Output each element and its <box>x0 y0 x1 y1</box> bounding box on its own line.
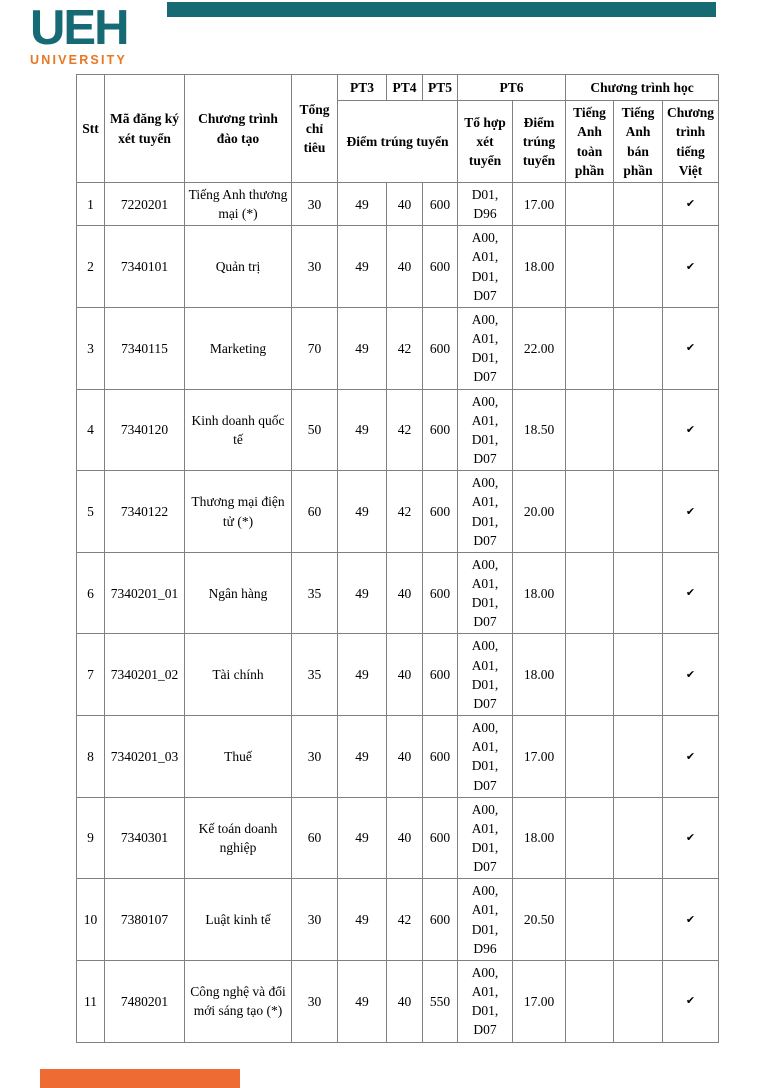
cell-stt: 9 <box>77 797 105 879</box>
table-row <box>77 797 719 879</box>
cell-stt: 5 <box>77 471 105 553</box>
cell-ma-dang-ky: 7340120 <box>105 389 185 471</box>
cell-tong-chi-tieu: 35 <box>292 634 338 716</box>
cell-pt4-diem: 40 <box>387 797 423 879</box>
cell-pt3-diem: 49 <box>338 960 387 1042</box>
cell-tieng-anh-ban-phan <box>614 226 663 308</box>
top-accent-bar <box>167 2 716 17</box>
cell-chuong-trinh-dao-tao: Tiếng Anh thương mại (*) <box>185 183 292 226</box>
header-chuong-trinh-hoc: Chương trình học <box>566 75 719 101</box>
cell-pt3-diem: 49 <box>338 471 387 553</box>
cell-tieng-anh-toan-phan <box>566 960 614 1042</box>
cell-stt: 11 <box>77 960 105 1042</box>
cell-chuong-trinh-dao-tao: Luật kinh tế <box>185 879 292 961</box>
table-row <box>77 552 719 634</box>
cell-tieng-anh-toan-phan <box>566 389 614 471</box>
cell-tieng-anh-ban-phan <box>614 307 663 389</box>
cell-chuong-trinh-dao-tao: Công nghệ và đổi mới sáng tạo (*) <box>185 960 292 1042</box>
cell-stt: 8 <box>77 716 105 798</box>
cell-ma-dang-ky: 7340201_02 <box>105 634 185 716</box>
cell-chuong-trinh-tieng-viet check-icon: ✔ <box>663 389 719 471</box>
cell-tieng-anh-toan-phan <box>566 634 614 716</box>
cell-pt5-diem: 600 <box>423 389 458 471</box>
cell-ma-dang-ky: 7340301 <box>105 797 185 879</box>
cell-stt: 6 <box>77 552 105 634</box>
header-pt4: PT4 <box>387 75 423 101</box>
cell-stt: 1 <box>77 183 105 226</box>
header-tieng-anh-ban-phan: Tiếng Anh bán phần <box>614 101 663 183</box>
cell-tong-chi-tieu: 35 <box>292 552 338 634</box>
cell-pt6-diem: 18.00 <box>513 226 566 308</box>
cell-pt5-diem: 550 <box>423 960 458 1042</box>
table-row <box>77 879 719 961</box>
cell-pt4-diem: 40 <box>387 552 423 634</box>
cell-pt6-diem: 18.00 <box>513 634 566 716</box>
cell-tong-chi-tieu: 50 <box>292 389 338 471</box>
cell-chuong-trinh-tieng-viet check-icon: ✔ <box>663 552 719 634</box>
cell-tieng-anh-toan-phan <box>566 226 614 308</box>
cell-pt5-diem: 600 <box>423 471 458 553</box>
cell-tieng-anh-ban-phan <box>614 634 663 716</box>
cell-chuong-trinh-dao-tao: Kinh doanh quốc tế <box>185 389 292 471</box>
cell-chuong-trinh-dao-tao: Ngân hàng <box>185 552 292 634</box>
header-chuong-trinh-dao-tao: Chương trình đào tạo <box>185 75 292 183</box>
cell-pt3-diem: 49 <box>338 716 387 798</box>
cell-pt4-diem: 40 <box>387 960 423 1042</box>
ueh-logo <box>30 1 150 67</box>
admissions-table <box>76 74 719 1043</box>
cell-pt3-diem: 49 <box>338 797 387 879</box>
cell-pt4-diem: 42 <box>387 471 423 553</box>
cell-stt: 10 <box>77 879 105 961</box>
cell-to-hop-xet-tuyen: A00, A01, D01, D07 <box>458 552 513 634</box>
cell-pt4-diem: 40 <box>387 634 423 716</box>
cell-tieng-anh-toan-phan <box>566 552 614 634</box>
table-row <box>77 307 719 389</box>
header-diem-trung-tuyen-pt345: Điểm trúng tuyển <box>338 101 458 183</box>
cell-pt6-diem: 18.00 <box>513 552 566 634</box>
cell-stt: 2 <box>77 226 105 308</box>
cell-stt: 7 <box>77 634 105 716</box>
cell-tieng-anh-ban-phan <box>614 797 663 879</box>
table-row <box>77 183 719 226</box>
table-row <box>77 716 719 798</box>
cell-pt5-diem: 600 <box>423 797 458 879</box>
cell-tieng-anh-toan-phan <box>566 471 614 553</box>
table-row <box>77 471 719 553</box>
cell-pt6-diem: 20.00 <box>513 471 566 553</box>
cell-to-hop-xet-tuyen: A00, A01, D01, D07 <box>458 797 513 879</box>
cell-to-hop-xet-tuyen: A00, A01, D01, D07 <box>458 960 513 1042</box>
cell-chuong-trinh-dao-tao: Marketing <box>185 307 292 389</box>
header-tong-chi-tieu: Tổng chỉ tiêu <box>292 75 338 183</box>
cell-pt3-diem: 49 <box>338 226 387 308</box>
cell-chuong-trinh-tieng-viet check-icon: ✔ <box>663 226 719 308</box>
header-ma-dang-ky: Mã đăng ký xét tuyển <box>105 75 185 183</box>
cell-pt6-diem: 18.50 <box>513 389 566 471</box>
cell-tieng-anh-ban-phan <box>614 183 663 226</box>
cell-tieng-anh-toan-phan <box>566 716 614 798</box>
header-pt3: PT3 <box>338 75 387 101</box>
cell-to-hop-xet-tuyen: A00, A01, D01, D07 <box>458 471 513 553</box>
table-body <box>77 183 719 1043</box>
cell-chuong-trinh-tieng-viet check-icon: ✔ <box>663 183 719 226</box>
cell-pt6-diem: 17.00 <box>513 716 566 798</box>
cell-tieng-anh-toan-phan <box>566 307 614 389</box>
cell-pt5-diem: 600 <box>423 552 458 634</box>
bottom-accent-bar <box>40 1069 240 1088</box>
cell-pt6-diem: 22.00 <box>513 307 566 389</box>
cell-tong-chi-tieu: 30 <box>292 879 338 961</box>
cell-stt: 3 <box>77 307 105 389</box>
cell-tieng-anh-ban-phan <box>614 716 663 798</box>
cell-pt3-diem: 49 <box>338 634 387 716</box>
cell-tong-chi-tieu: 70 <box>292 307 338 389</box>
header-pt6: PT6 <box>458 75 566 101</box>
cell-to-hop-xet-tuyen: A00, A01, D01, D07 <box>458 634 513 716</box>
cell-ma-dang-ky: 7340115 <box>105 307 185 389</box>
cell-chuong-trinh-dao-tao: Tài chính <box>185 634 292 716</box>
table-row <box>77 226 719 308</box>
cell-ma-dang-ky: 7340201_03 <box>105 716 185 798</box>
header-chuong-trinh-tieng-viet: Chương trình tiếng Việt <box>663 101 719 183</box>
cell-tieng-anh-ban-phan <box>614 471 663 553</box>
cell-pt5-diem: 600 <box>423 716 458 798</box>
cell-ma-dang-ky: 7480201 <box>105 960 185 1042</box>
cell-chuong-trinh-tieng-viet check-icon: ✔ <box>663 307 719 389</box>
cell-chuong-trinh-tieng-viet check-icon: ✔ <box>663 471 719 553</box>
logo-title: UEH <box>30 1 128 55</box>
table-row <box>77 960 719 1042</box>
header-to-hop-xet-tuyen: Tổ hợp xét tuyển <box>458 101 513 183</box>
header-diem-trung-tuyen-pt6: Điểm trúng tuyển <box>513 101 566 183</box>
cell-chuong-trinh-tieng-viet check-icon: ✔ <box>663 634 719 716</box>
cell-pt5-diem: 600 <box>423 879 458 961</box>
cell-ma-dang-ky: 7340101 <box>105 226 185 308</box>
cell-chuong-trinh-dao-tao: Thuế <box>185 716 292 798</box>
cell-pt4-diem: 40 <box>387 716 423 798</box>
cell-chuong-trinh-tieng-viet check-icon: ✔ <box>663 879 719 961</box>
header-stt: Stt <box>77 75 105 183</box>
cell-pt6-diem: 20.50 <box>513 879 566 961</box>
cell-to-hop-xet-tuyen: A00, A01, D01, D07 <box>458 716 513 798</box>
cell-chuong-trinh-dao-tao: Kế toán doanh nghiệp <box>185 797 292 879</box>
cell-to-hop-xet-tuyen: A00, A01, D01, D07 <box>458 389 513 471</box>
cell-pt4-diem: 40 <box>387 226 423 308</box>
header-tieng-anh-toan-phan: Tiếng Anh toàn phần <box>566 101 614 183</box>
table-row <box>77 634 719 716</box>
cell-pt3-diem: 49 <box>338 879 387 961</box>
cell-tieng-anh-ban-phan <box>614 879 663 961</box>
cell-pt3-diem: 49 <box>338 307 387 389</box>
cell-chuong-trinh-dao-tao: Thương mại điện tử (*) <box>185 471 292 553</box>
cell-pt5-diem: 600 <box>423 226 458 308</box>
cell-to-hop-xet-tuyen: D01, D96 <box>458 183 513 226</box>
cell-pt3-diem: 49 <box>338 552 387 634</box>
cell-tieng-anh-ban-phan <box>614 960 663 1042</box>
cell-pt6-diem: 17.00 <box>513 960 566 1042</box>
cell-ma-dang-ky: 7340122 <box>105 471 185 553</box>
cell-tieng-anh-toan-phan <box>566 183 614 226</box>
cell-tieng-anh-toan-phan <box>566 797 614 879</box>
cell-ma-dang-ky: 7380107 <box>105 879 185 961</box>
cell-pt5-diem: 600 <box>423 183 458 226</box>
cell-pt3-diem: 49 <box>338 183 387 226</box>
cell-pt4-diem: 40 <box>387 183 423 226</box>
cell-pt3-diem: 49 <box>338 389 387 471</box>
header-pt5: PT5 <box>423 75 458 101</box>
cell-tieng-anh-toan-phan <box>566 879 614 961</box>
cell-tong-chi-tieu: 60 <box>292 471 338 553</box>
cell-tong-chi-tieu: 30 <box>292 183 338 226</box>
cell-to-hop-xet-tuyen: A00, A01, D01, D07 <box>458 307 513 389</box>
cell-ma-dang-ky: 7340201_01 <box>105 552 185 634</box>
cell-tong-chi-tieu: 30 <box>292 226 338 308</box>
cell-chuong-trinh-tieng-viet check-icon: ✔ <box>663 960 719 1042</box>
cell-tieng-anh-ban-phan <box>614 552 663 634</box>
cell-tong-chi-tieu: 30 <box>292 716 338 798</box>
cell-to-hop-xet-tuyen: A00, A01, D01, D07 <box>458 226 513 308</box>
cell-chuong-trinh-tieng-viet check-icon: ✔ <box>663 716 719 798</box>
cell-tong-chi-tieu: 30 <box>292 960 338 1042</box>
table-row <box>77 389 719 471</box>
cell-chuong-trinh-tieng-viet check-icon: ✔ <box>663 797 719 879</box>
cell-pt5-diem: 600 <box>423 307 458 389</box>
cell-pt6-diem: 18.00 <box>513 797 566 879</box>
cell-pt4-diem: 42 <box>387 307 423 389</box>
cell-tong-chi-tieu: 60 <box>292 797 338 879</box>
cell-to-hop-xet-tuyen: A00, A01, D01, D96 <box>458 879 513 961</box>
table-header <box>77 75 719 183</box>
cell-pt4-diem: 42 <box>387 389 423 471</box>
logo-subtitle: UNIVERSITY <box>30 53 128 67</box>
cell-ma-dang-ky: 7220201 <box>105 183 185 226</box>
cell-tieng-anh-ban-phan <box>614 389 663 471</box>
cell-pt5-diem: 600 <box>423 634 458 716</box>
cell-stt: 4 <box>77 389 105 471</box>
cell-pt4-diem: 42 <box>387 879 423 961</box>
cell-chuong-trinh-dao-tao: Quản trị <box>185 226 292 308</box>
cell-pt6-diem: 17.00 <box>513 183 566 226</box>
